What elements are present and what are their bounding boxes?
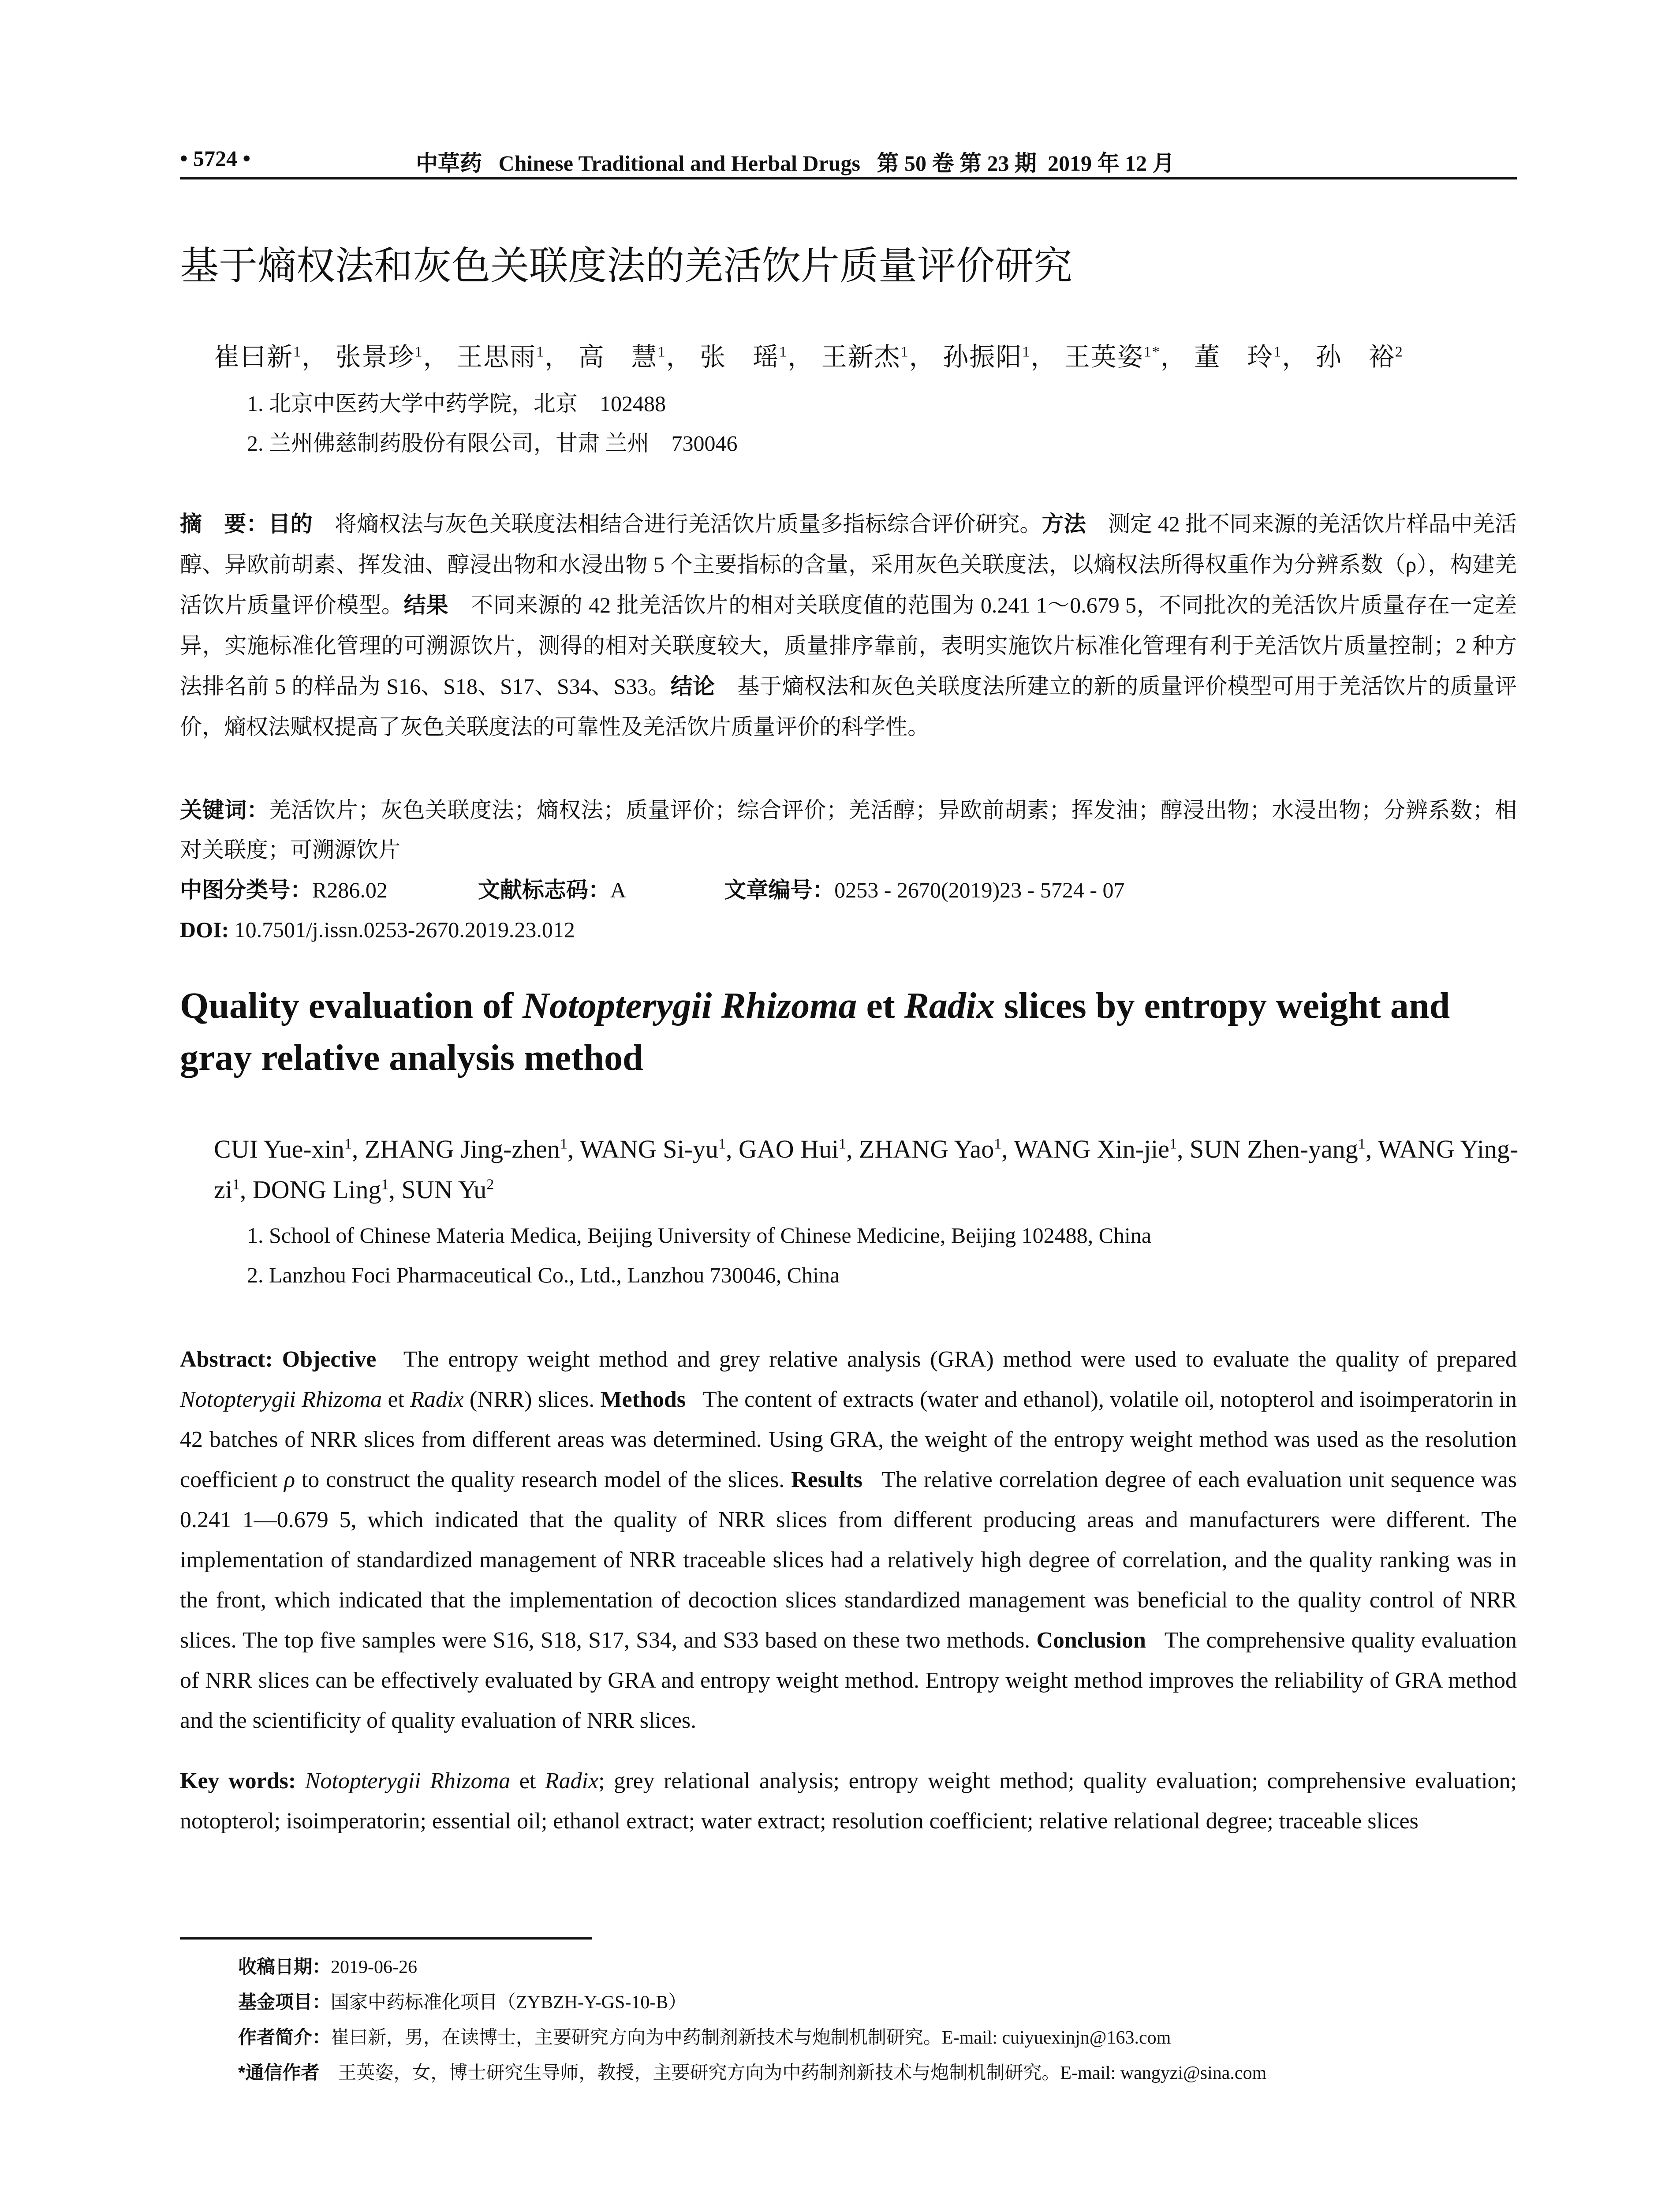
author: SUN Zhen-yang$^1$ <box>1190 1135 1366 1163</box>
author: 张 瑶$^1$ <box>700 343 788 371</box>
english-keywords: Key words: Notopterygii Rhizoma et Radix; grey relational analysis; entropy weight method; quality evaluation; comprehensive evaluation; notopterol; isoimperatorin; essential oil; ethanol extract; water extract; resolution coefficient; relative relational degree; traceable slices <box>180 1768 1517 1834</box>
chinese-affiliation: 1. 北京中医药大学中药学院，北京 102488 <box>247 391 666 416</box>
author: 王新杰$^1$ <box>821 343 909 371</box>
author: WANG Xin-jie$^1$ <box>1014 1135 1177 1163</box>
author: ZHANG Yao$^1$ <box>859 1135 1002 1163</box>
author: 王思雨$^1$ <box>457 343 545 371</box>
footnote-received: 收稿日期：2019-06-26 <box>238 1956 417 1977</box>
author: 崔曰新$^1$ <box>214 343 302 371</box>
english-title: Quality evaluation of Notopterygii Rhizoma et Radix slices by entropy weight and gray relative analysis method <box>180 985 1450 1078</box>
author: 张景珍$^1$ <box>335 343 423 371</box>
chinese-affiliation: 2. 兰州佛慈制药股份有限公司，甘肃 兰州 730046 <box>247 431 738 456</box>
author: CUI Yue-xin$^1$ <box>214 1135 352 1163</box>
chinese-abstract: 摘 要：目的 将熵权法与灰色关联度法相结合进行羌活饮片质量多指标综合评价研究。方法 测定 42 批不同来源的羌活饮片样品中羌活醇、异欧前胡素、挥发油、醇浸出物和水浸出物 5 个主要指标的含量，采用灰色关联度法，以熵权法所得权重作为分辨系数（ρ），构建羌活饮片质量评价模型。结果 不同来源的 42 批羌活饮片的相对关联度值的范围为 0.241 1～0.679 5，不同批次的羌活饮片质量存在一定差异，实施标准化管理的可溯源饮片，测得的相对关联度较大，质量排序靠前，表明实施饮片标准化管理有利于羌活饮片质量控制；2 种方法排名前 5 的样品为 S16、S18、S17、S34、S33。结论 基于熵权法和灰色关联度法所建立的新的质量评价模型可用于羌活饮片的质量评价，熵权法赋权提高了灰色关联度法的可靠性及羌活饮片质量评价的科学性。 <box>180 512 1517 739</box>
footnote-corresponding-author: *通信作者 王英姿，女，博士研究生导师，教授，主要研究方向为中药制剂新技术与炮制机制研究。E-mail: wangyzi@sina.com <box>238 2062 1267 2083</box>
running-header <box>180 140 1517 176</box>
author: 孙振阳$^1$ <box>943 343 1031 371</box>
english-authors: CUI Yue-xin$^1$, ZHANG Jing-zhen$^1$, WANG $Si-yu^1$, GAO Hui$^1$, ZHANG Yao$^1$, WANG Xin-jie$^1$, SUN Zhen-yang$^1$, WANG Ying-$zi^1$, DONG Ling$^1$, SUN Yu$^2$ <box>214 1135 1519 1204</box>
article-number: 文章编号：0253 - 2670(2019)23 - 5724 - 07 <box>724 878 1125 902</box>
english-affiliation: 2. Lanzhou Foci Pharmaceutical Co., Ltd., Lanzhou 730046, China <box>247 1263 840 1287</box>
footnote-rule <box>180 1937 592 1940</box>
author: 董 玲$^1$ <box>1194 343 1282 371</box>
chinese-keywords: 关键词：羌活饮片；灰色关联度法；熵权法；质量评价；综合评价；羌活醇；异欧前胡素；挥发油；醇浸出物；水浸出物；分辨系数；相对关联度；可溯源饮片 <box>180 798 1517 862</box>
author: SUN Yu$^2$ <box>401 1175 494 1204</box>
author: WANG $Si-yu^1$ <box>579 1135 726 1163</box>
author: WANG Ying-$zi^1$ <box>214 1135 1519 1204</box>
journal-info: 中草药 Chinese Traditional and Herbal Drugs 第 50 卷 第 23 期 2019 年 12 月 <box>416 151 1175 176</box>
header-rule <box>180 177 1517 179</box>
english-abstract: Abstract: Objective The entropy weight method and grey relative analysis (GRA) method were used to evaluate the quality of prepared Notopterygii Rhizoma et Radix (NRR) slices. Methods The content of extracts (water and ethanol), volatile oil, notopterol and isoimperatorin in 42 batches of NRR slices from different areas was determined. Using GRA, the weight of the entropy weight method was used as the resolution coefficient ρ to construct the quality research model of the slices. Results The relative correlation degree of each evaluation unit sequence was 0.241 1—0.679 5, which indicated that the quality of NRR slices from different producing areas and manufacturers were different. The implementation of standardized management of NRR traceable slices had a relatively high degree of correlation, and the quality ranking was in the front, which indicated that the implementation of decoction slices standardized management was beneficial to the quality control of NRR slices. The top five samples were S16, S18, S17, S34, and S33 based on these two methods. Conclusion The comprehensive quality evaluation of NRR slices can be effectively evaluated by GRA and entropy weight method. Entropy weight method improves the reliability of GRA method and the scientificity of quality evaluation of NRR slices. <box>180 1347 1523 1733</box>
classification-line <box>180 872 1124 908</box>
doi-line: DOI: 10.7501/j.issn.0253-2670.2019.23.012 <box>180 917 575 942</box>
footnote-author-bio: 作者简介：崔曰新，男，在读博士，主要研究方向为中药制剂新技术与炮制机制研究。E-mail: cuiyuexinjn@163.com <box>238 2027 1171 2048</box>
chinese-authors: 崔曰新$^1$， 张景珍$^1$， 王思雨$^1$， 高 慧$^1$， 张 瑶$^1$， 王新杰$^1$， 孙振阳$^1$， 王英姿$^{1*}$， 董 玲$^1$， 孙 裕$^2$ <box>214 343 1404 371</box>
footnote-funding: 基金项目：国家中药标准化项目（ZYBZH-Y-GS-10-B） <box>238 1992 687 2013</box>
page-number: • 5724 • <box>180 146 251 171</box>
chinese-title: 基于熵权法和灰色关联度法的羌活饮片质量评价研究 <box>180 245 1073 288</box>
english-affiliation: 1. School of Chinese Materia Medica, Beijing University of Chinese Medicine, Beijing 102488, China <box>247 1223 1152 1248</box>
clc-number: 中图分类号：R286.02 <box>180 878 388 902</box>
author: ZHANG Jing-zhen$^1$ <box>364 1135 567 1163</box>
author: 孙 裕$^2$ <box>1315 343 1404 371</box>
author: 高 慧$^1$ <box>578 343 666 371</box>
author: 王英姿$^{1*}$ <box>1064 343 1161 371</box>
document-code: 文献标志码：A <box>478 878 625 902</box>
author: DONG Ling$^1$ <box>252 1175 389 1204</box>
author: GAO Hui$^1$ <box>738 1135 847 1163</box>
